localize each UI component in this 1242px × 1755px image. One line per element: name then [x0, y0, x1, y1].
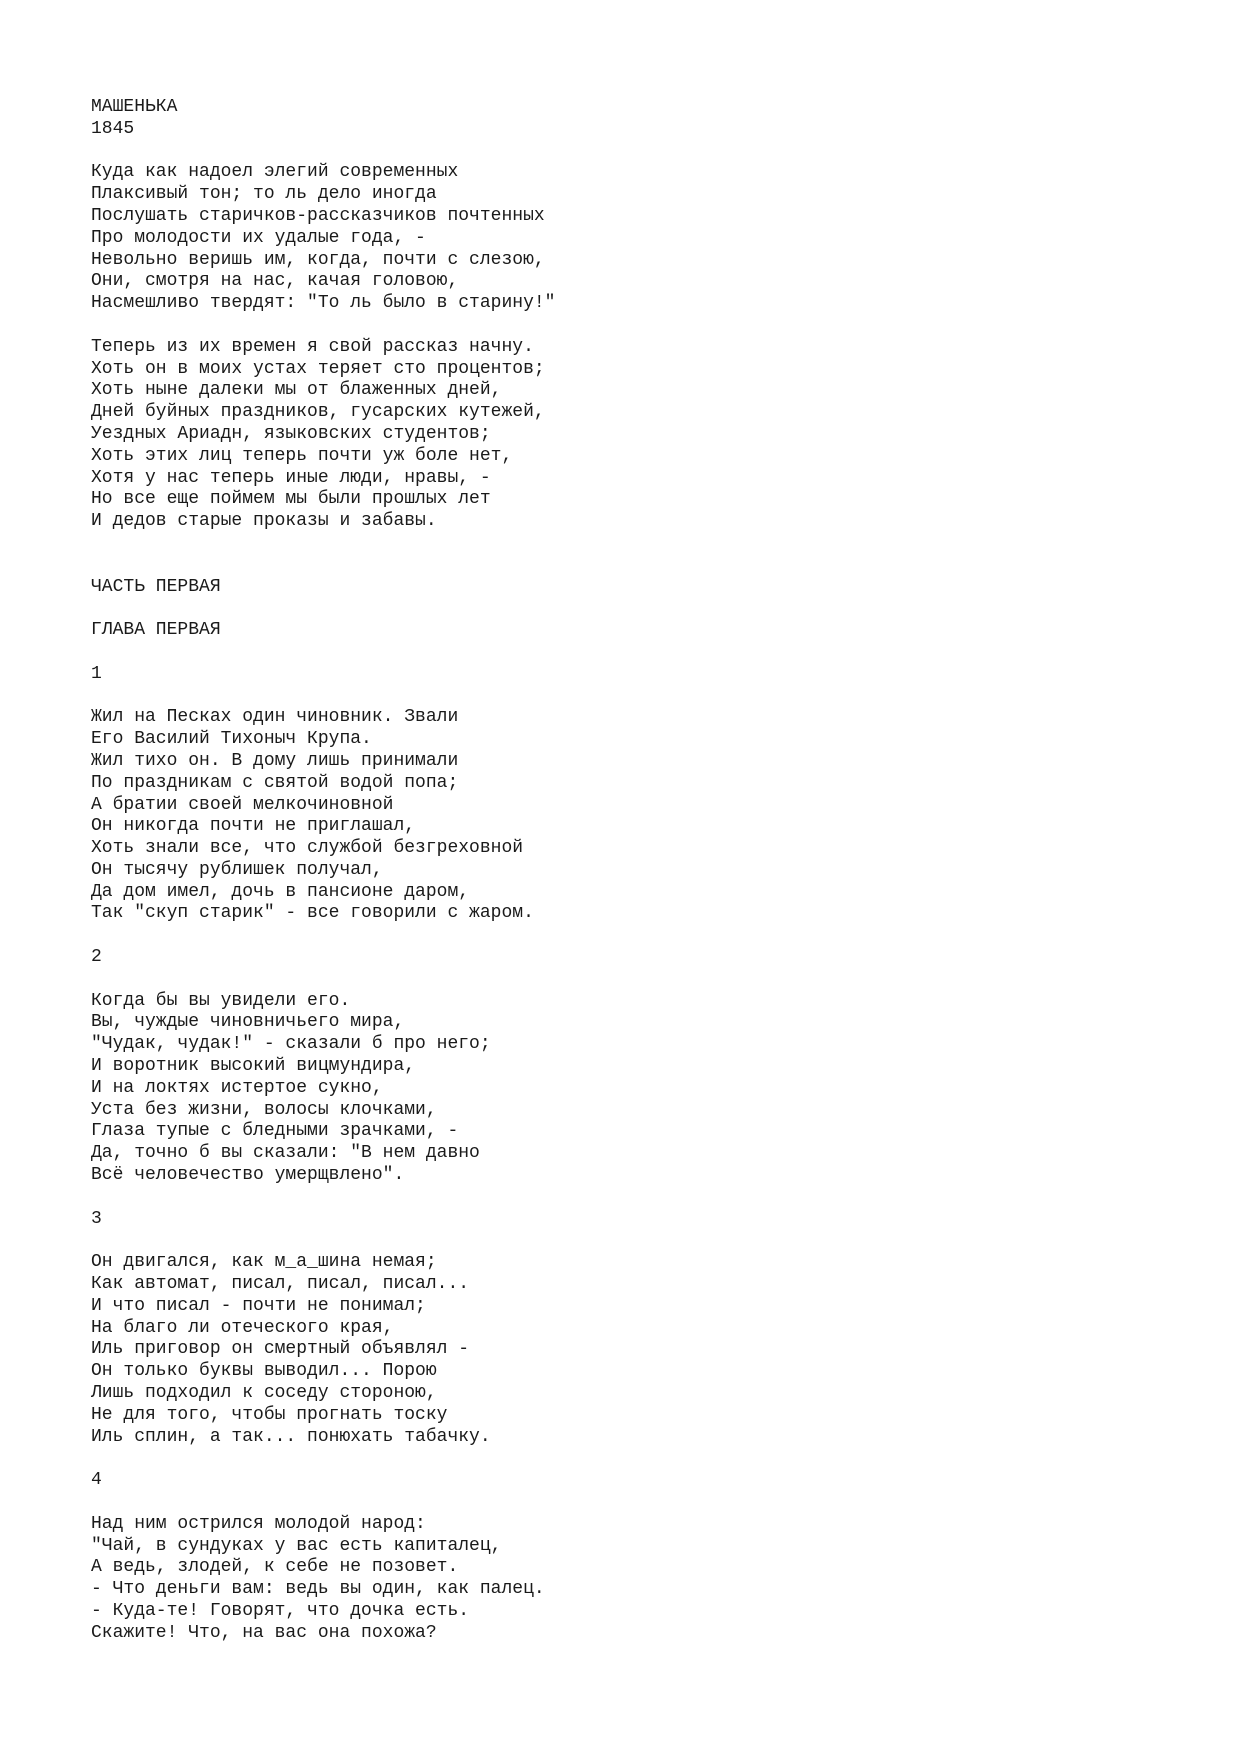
stanza-3	[91, 1252, 1191, 1448]
verse-line: Так "скуп старик" - все говорили с жаром.	[91, 903, 534, 924]
poem-year: 1845	[91, 118, 135, 139]
spacer	[91, 555, 1191, 577]
verse-line: Глаза тупые с бледными зрачками, -	[91, 1121, 459, 1142]
verse-line: Про молодости их удалые года, -	[91, 227, 426, 248]
spacer	[91, 1187, 1191, 1209]
document-page	[91, 97, 1191, 1645]
verse-line: Теперь из их времен я свой рассказ начну.	[91, 336, 534, 357]
spacer	[91, 533, 1191, 555]
spacer	[91, 1230, 1191, 1252]
verse-line: Иль сплин, а так... понюхать табачку.	[91, 1426, 491, 1447]
verse-line: Над ним острился молодой народ:	[91, 1513, 426, 1534]
verse-line: Послушать старичков-рассказчиков почтенных	[91, 205, 545, 226]
verse-line: Хоть знали все, что службой безгреховной	[91, 838, 524, 859]
stanza-number: 3	[91, 1208, 102, 1229]
epigraph-stanza-2	[91, 337, 1191, 533]
spacer	[91, 1492, 1191, 1514]
verse-line: Вы, чуждые чиновничьего мира,	[91, 1012, 405, 1033]
verse-line: И что писал - почти не понимал;	[91, 1295, 426, 1316]
verse-line: Да дом имел, дочь в пансионе даром,	[91, 881, 470, 902]
spacer	[91, 141, 1191, 163]
verse-line: Всё человечество умерщвлено".	[91, 1165, 405, 1186]
verse-line: Скажите! Что, на вас она похожа?	[91, 1622, 437, 1643]
spacer	[91, 1448, 1191, 1470]
stanza-number: 2	[91, 947, 102, 968]
verse-line: Куда как надоел элегий современных	[91, 162, 459, 183]
verse-line: Плаксивый тон; то ль дело иногда	[91, 184, 437, 205]
verse-line: Хоть он в моих устах теряет сто процентов;	[91, 358, 545, 379]
verse-line: "Чай, в сундуках у вас есть капиталец,	[91, 1535, 502, 1556]
verse-line: Дней буйных праздников, гусарских кутежей,	[91, 402, 545, 423]
verse-line: А ведь, злодей, к себе не позовет.	[91, 1557, 459, 1578]
verse-line: И дедов старые проказы и забавы.	[91, 511, 437, 532]
verse-line: Иль приговор он смертный объявлял -	[91, 1339, 470, 1360]
poem-title: МАШЕНЬКА	[91, 97, 178, 117]
verse-line: Жил тихо он. В дому лишь принимали	[91, 750, 459, 771]
verse-line: "Чудак, чудак!" - сказали б про него;	[91, 1034, 491, 1055]
verse-line: - Куда-те! Говорят, что дочка есть.	[91, 1600, 470, 1621]
verse-line: Уездных Ариадн, языковских студентов;	[91, 423, 491, 444]
verse-line: Невольно веришь им, когда, почти с слезою,	[91, 249, 545, 270]
spacer	[91, 642, 1191, 664]
spacer	[91, 969, 1191, 991]
verse-line: Хоть этих лиц теперь почти уж боле нет,	[91, 445, 513, 466]
chapter-heading: ГЛАВА ПЕРВАЯ	[91, 620, 221, 641]
verse-line: Хотя у нас теперь иные люди, нравы, -	[91, 467, 491, 488]
verse-line: И воротник высокий вицмундира,	[91, 1056, 416, 1077]
verse-line: Он двигался, как м_а_шина немая;	[91, 1252, 437, 1273]
verse-line: Лишь подходил к соседу стороною,	[91, 1383, 437, 1404]
verse-line: Не для того, чтобы прогнать тоску	[91, 1404, 448, 1425]
verse-line: Он никогда почти не приглашал,	[91, 816, 416, 837]
stanza-4	[91, 1514, 1191, 1645]
spacer	[91, 315, 1191, 337]
stanza-number: 1	[91, 663, 102, 684]
part-heading: ЧАСТЬ ПЕРВАЯ	[91, 576, 221, 597]
verse-line: И на локтях истертое сукно,	[91, 1077, 383, 1098]
stanza-1	[91, 707, 1191, 925]
verse-line: Хоть ныне далеки мы от блаженных дней,	[91, 380, 502, 401]
spacer	[91, 925, 1191, 947]
verse-line: Да, точно б вы сказали: "В нем давно	[91, 1143, 480, 1164]
stanza-2	[91, 991, 1191, 1187]
verse-line: Жил на Песках один чиновник. Звали	[91, 707, 459, 728]
verse-line: Он только буквы выводил... Порою	[91, 1361, 437, 1382]
verse-line: Но все еще поймем мы были прошлых лет	[91, 489, 491, 510]
verse-line: А братии своей мелкочиновной	[91, 794, 394, 815]
verse-line: - Что деньги вам: ведь вы один, как палец.	[91, 1579, 545, 1600]
verse-line: Уста без жизни, волосы клочками,	[91, 1099, 437, 1120]
spacer	[91, 598, 1191, 620]
verse-line: Они, смотря на нас, качая головою,	[91, 271, 459, 292]
verse-line: Насмешливо твердят: "То ль было в старину!"	[91, 293, 556, 314]
verse-line: Он тысячу рублишек получал,	[91, 859, 383, 880]
stanza-number: 4	[91, 1470, 102, 1491]
verse-line: Когда бы вы увидели его.	[91, 990, 351, 1011]
verse-line: Как автомат, писал, писал, писал...	[91, 1274, 470, 1295]
verse-line: По праздникам с святой водой попа;	[91, 772, 459, 793]
verse-line: Его Василий Тихоныч Крупа.	[91, 729, 372, 750]
verse-line: На благо ли отеческого края,	[91, 1317, 394, 1338]
spacer	[91, 686, 1191, 708]
epigraph-stanza-1	[91, 162, 1191, 315]
